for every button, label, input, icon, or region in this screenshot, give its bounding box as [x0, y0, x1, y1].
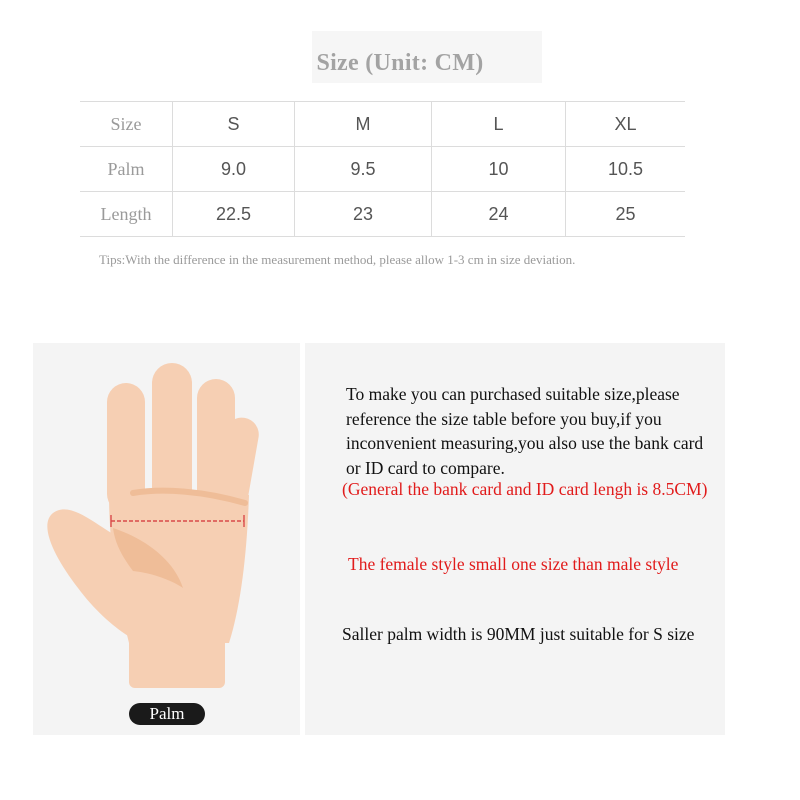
instruction-line: To make you can purchased suitable size,please [346, 384, 680, 404]
table-row [80, 102, 685, 147]
instruction-line: or ID card to compare. [346, 457, 505, 478]
row-header: Size [80, 102, 173, 147]
card-length-note: (General the bank card and ID card lengh is 8.5CM) [342, 479, 708, 499]
table-cell: S [173, 102, 295, 147]
palm-label: Palm [129, 703, 205, 725]
table-cell: XL [566, 102, 686, 147]
table-cell: L [432, 102, 566, 147]
table-cell: 9.5 [295, 147, 432, 192]
table-cell: 23 [295, 192, 432, 237]
instruction-line: reference the size table before you buy,if you [346, 408, 662, 429]
palm-width-note: Saller palm width is 90MM just suitable for S size [342, 624, 695, 644]
tips-text: Tips:With the difference in the measurement method, please allow 1-3 cm in size deviation. [99, 252, 576, 267]
instructions-text [346, 382, 786, 480]
female-style-note: The female style small one size than male style [348, 554, 679, 574]
size-table [80, 101, 685, 237]
row-header: Palm [80, 147, 173, 192]
row-header: Length [80, 192, 173, 237]
table-cell: 24 [432, 192, 566, 237]
table-cell: 22.5 [173, 192, 295, 237]
table-cell: 25 [566, 192, 686, 237]
hand-icon [47, 363, 261, 688]
table-row [80, 147, 685, 192]
table-cell: M [295, 102, 432, 147]
instruction-line: inconvenient measuring,you also use the bank card [346, 433, 704, 453]
table-row [80, 192, 685, 237]
table-cell: 10 [432, 147, 566, 192]
page-title: Size (Unit: CM) [316, 50, 484, 76]
table-cell: 10.5 [566, 147, 686, 192]
table-cell: 9.0 [173, 147, 295, 192]
hand-illustration [33, 343, 300, 735]
